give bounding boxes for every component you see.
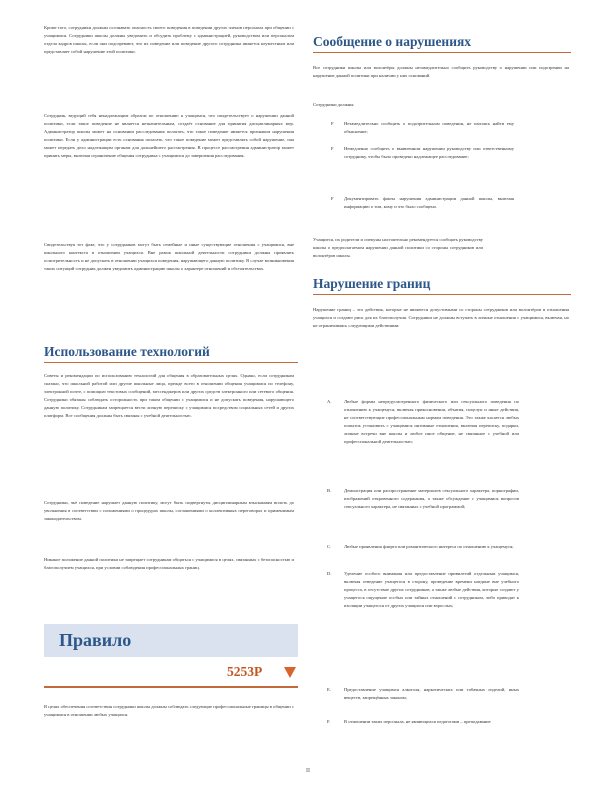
heading-divider	[313, 294, 571, 295]
list-item-text: Уделение особого внимания или предоставление привилегий отдельным учащимся, включая отведение учащегося в сторону, проведение времени наедине вне учебного процесса, в отсутствие других сотрудников, а также любые действия, которые создают у учащегося ощущение особых или тайных отношений с сотрудником, либо приводят к изоляции учащегося от других учащихся или взрослых;	[344, 571, 519, 608]
list-marker: E.	[327, 687, 331, 692]
list-item-text: Любые формы непредусмотренного физического или сексуального поведения по отношению к учащемуся, включая прикосновения, объятия, поцелуи и иные действия, не соответствующие профессиональным нормам поведения. Это также касается любых попыток установить с учащимися интимные отношения, включая переписку, подарки, личные встречи вне школы и любое иное общение, не связанное с учебной или профессиональной деятельностью;	[344, 399, 519, 444]
rule-title: Правило	[59, 630, 132, 650]
list-item-text: Предоставление учащимся алкоголя, наркотических или табачных изделий, иных веществ, запрещённых законом;	[344, 687, 519, 700]
list-marker: D.	[327, 571, 332, 576]
list-item-text: Незамедлительно сообщить о подозрительном поведении, не пытаясь найти ему объяснение;	[344, 121, 514, 134]
list-item	[313, 686, 571, 702]
list-marker: C.	[327, 544, 332, 549]
boundary-heading: Нарушение границ	[313, 276, 431, 291]
body-paragraph: Свидетельствуя тот факт, что у сотрудников могут быть семейные и иные существующие отношения с учащимися, вне школьного контекста в отношении учащихся. Вне рамок школьной деятельности сотрудники должны проявлять осмотрительность и не допускать в отношении учащихся поведения, нарушающего данную политику. В случае возникновения таких ситуаций сотрудник должен уведомить администрацию школы о характере отношений и обстоятельствах.	[44, 242, 294, 271]
list-item	[313, 487, 571, 511]
body-paragraph: Кроме того, сотрудники должны осознавать опасность своего поведения в поведении других членов персонала при общении с учащимися. Сотрудники школы должны уведомить и обсудить проблему с администрацией, руководством или персоналом отдела кадров школы, если они подозревают, что их поведение или поведение другого сотрудника является неуместным или представляет собой нарушение этой политики.	[44, 25, 294, 54]
rule-divider	[44, 686, 298, 688]
report-heading: Сообщение о нарушениях	[313, 34, 472, 49]
list-marker: A.	[327, 399, 332, 404]
list-marker: F	[331, 196, 334, 201]
list-item	[313, 398, 571, 445]
list-item-text: В отношении таких персонала, не являющихся педагогами – преподавание	[344, 719, 491, 724]
rule-number: 5253P	[227, 664, 263, 679]
list-item-text: Документировать факты нарушения администрации данной школы, включая информацию о том, кому и что было сообщено.	[344, 196, 514, 209]
list-marker: F.	[327, 719, 331, 724]
list-marker: F	[331, 121, 334, 126]
body-paragraph: Нарушение границ – это действия, которые не являются допустимыми со стороны сотрудников или волонтёров в отношении учащихся и создают риск для их благополучия. Сотрудники не должны вступать в личные отношения с учащимися, включая, но не ограничиваясь следующими действиями:	[313, 307, 569, 328]
heading-divider	[44, 362, 298, 363]
list-marker: F	[331, 146, 334, 151]
body-paragraph: Учащиеся, их родители и опекуны настоятельно рекомендуется сообщать руководству школы о предполагаемом нарушении данной политики со стороны сотрудников или волонтёров школы.	[313, 237, 483, 258]
list-item	[313, 120, 571, 136]
body-paragraph: Все сотрудники школы или волонтёры должны незамедлительно сообщить руководству о нарушении или подозрении на нарушение данной политики при наличии у них оснований.	[313, 65, 569, 78]
body-paragraph: Сотрудники должны:	[313, 102, 355, 107]
heading-divider	[313, 52, 571, 53]
list-item-text: Демонстрация или распространение материалов сексуального характера, порнографии, изображений откровенного содержания, а также обсуждение с учащимися вопросов сексуального характера, не связанных с учебной программой;	[344, 488, 519, 509]
triangle-down-icon	[284, 667, 296, 678]
body-paragraph: Сотрудники, чьё поведение нарушает данную политику, могут быть подвергнуты дисциплинарным взысканиям вплоть до увольнения в соответствии с положениями о процедурах школы, соглашениями о коллективных переговорах и применимым законодательством.	[44, 500, 294, 521]
list-marker: B.	[327, 488, 332, 493]
list-item	[313, 543, 571, 551]
list-item	[313, 145, 571, 161]
list-item-text: Любые проявления флирта или романтического интереса по отношению к учащемуся;	[344, 544, 514, 549]
technology-heading: Использование технологий	[44, 344, 210, 359]
body-paragraph: Советы и рекомендации по использованию технологий для общения в образовательных целях. Однако, если сотрудникам сказано, что школьной работой или другие школьные лица, прежде всего в отношении общения учащимися по телефону, электронной почте, с помощью текстовых сообщений, мессенджеров или других средств электронного или сетевого общения. Сотрудники обязаны соблюдать осторожность при таком общении с учащимися и не допускать поведения, нарушающего данную политику. Сотрудникам запрещается вести личную переписку с учащимися посредством социальных сетей и других платформ. Все сообщения должны быть связаны с учебной деятельностью.	[44, 373, 294, 418]
list-item-text: Немедленно сообщить о выявленном нарушении руководству или ответственному сотруднику, чтобы было проведено надлежащее расследование;	[344, 146, 514, 159]
body-paragraph: Никакое положение данной политики не запрещает сотрудникам общаться с учащимися в целях, связанных с безопасностью и благополучием учащихся, при условии соблюдения профессиональных границ.	[44, 557, 294, 570]
page-number: II	[306, 768, 310, 774]
list-item	[313, 195, 571, 211]
rule-text: В целях обеспечения соответствия сотрудники школы должны соблюдать следующие профессиональные границы в общении с учащимися в отношении любых учащихся.	[44, 704, 294, 717]
body-paragraph: Сотрудник, ведущий себя ненадлежащим образом по отношению к учащимся, что свидетельствует о нарушении данной политики, если такое поведение не является незначительным, создаёт основание для принятия дисциплинарных мер. Администратор школы может на основании расследования полагать, что такое поведение является признаком нарушения политики. Если у администрации есть основания полагать, что такое поведение может представлять собой нарушение, она может передать дело надлежащим органам для дальнейшего рассмотрения. В процессе рассмотрения администратор может принять меры, включая ограничение общения сотрудника с учащимися до завершения расследования.	[44, 113, 294, 158]
list-item	[313, 570, 571, 610]
list-item	[313, 718, 571, 726]
